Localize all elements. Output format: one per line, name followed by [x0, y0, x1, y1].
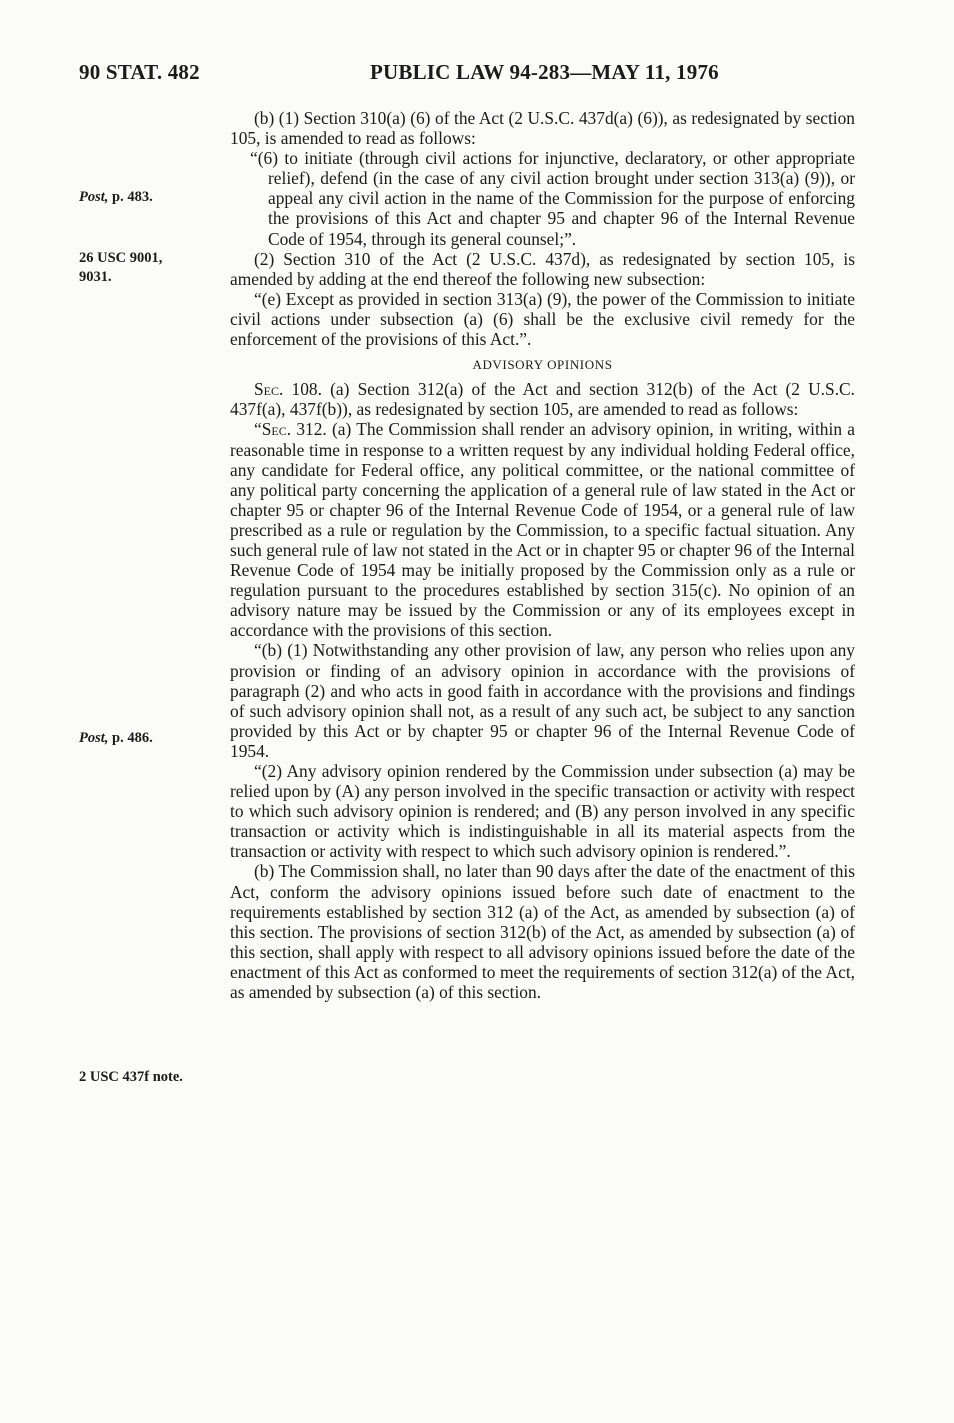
paragraph-text: 108. (a) Section 312(a) of the Act and section 312(b) of the Act (2 U.S.C. 437f(a), 437f(b)), as redesignated by section 105, are amended to read as follows:	[230, 379, 855, 420]
margin-note-line: 9031.	[79, 269, 112, 285]
margin-note-line: 26 USC 9001,	[79, 250, 163, 266]
running-header: PUBLIC LAW 94-283—MAY 11, 1976	[370, 60, 719, 84]
margin-note-usc-9001	[79, 249, 162, 287]
body-text	[230, 108, 855, 1002]
paragraph-sec-312a	[230, 419, 855, 640]
sec-abbrev: Sec.	[254, 379, 284, 400]
paragraph-quoted-6: “(6) to initiate (through civil actions for injunctive, declaratory, or other appropriate relief), defend (in the case of any civil action brought under section 313(a) (9)), or appeal any civil action in the name of the Commission for the purpose of enforcing the provisions of this Act and chapter 95 and chapter 96 of the Internal Revenue Code of 1954, through its general counsel;”.	[250, 148, 855, 249]
paragraph-b-2: “(2) Any advisory opinion rendered by the Commission under subsection (a) may be relied upon by (A) any person involved in the specific transaction or activity with respect to which such advisory opinion is rendered; and (B) any person involved in any specific transaction or activity which is indistinguishable in all its material aspects from the transaction or activity with respect to which such advisory opinion is rendered.”.	[230, 761, 855, 862]
paragraph-quoted-e: “(e) Except as provided in section 313(a) (9), the power of the Commission to initiate civil actions under subsection (a) (6) shall be the exclusive civil remedy for the enforcement of the provisions of this Act.”.	[230, 288, 855, 350]
paragraph-b-1: “(b) (1) Notwithstanding any other provision of law, any person who relies upon any provision or finding of an advisory opinion in accordance with the provisions of paragraph (2) and who acts in good faith in accordance with the provisions and findings of such advisory opinion shall not, as a result of any such act, be subject to any sanction provided by this Act or by chapter 95 or chapter 96 of the Internal Revenue Code of 1954.	[230, 640, 855, 761]
margin-note-post-483	[79, 188, 153, 207]
margin-note-text: p. 483.	[108, 189, 153, 205]
margin-note-post-486	[79, 729, 153, 748]
paragraph-text: 312. (a) The Commission shall render an advisory opinion, in writing, within a reasonable time in response to a written request by any individual holding Federal office, any candidate for Federal office, any political committee, or the national committee of any political party concerning the application of a general rule of law stated in the Act or chapter 95 or chapter 96 of the Internal Revenue Code of 1954, or a general rule of law prescribed as a rule or regulation by the Commission, to a specific factual situation. Any such general rule of law not stated in the Act or in chapter 95 or chapter 96 of the Internal Revenue Code of 1954 may be initially proposed by the Commission only as a rule or regulation pursuant to the procedures established by section 315(c). No opinion of an advisory nature may be issued by the Commission or any of its employees except in accordance with the provisions of this section.	[230, 419, 855, 641]
open-quote: “	[254, 419, 262, 440]
margin-note-italic: Post,	[79, 730, 109, 746]
margin-note-text: p. 486.	[108, 730, 153, 746]
paragraph-b1: (b) (1) Section 310(a) (6) of the Act (2 U.S.C. 437d(a) (6)), as redesignated by section 105, is amended to read as follows:	[230, 108, 855, 149]
margin-note-usc-437f	[79, 1068, 183, 1087]
paragraph-sec-108b: (b) The Commission shall, no later than 90 days after the date of the enactment of this Act, conform the advisory opinions issued before such date of enactment to the requirements established by section 312 (a) of the Act, as amended by subsection (a) of this section. The provisions of section 312(b) of the Act, as amended by subsection (a) of this section, shall apply with respect to all advisory opinions issued before the date of the enactment of this Act as conformed to meet the requirements of section 312(a) of the Act, as amended by subsection (a) of this section.	[230, 861, 855, 1003]
paragraph-2: (2) Section 310 of the Act (2 U.S.C. 437d), as redesignated by section 105, is amended by adding at the end thereof the following new subsection:	[230, 248, 855, 289]
margin-note-line: 2 USC 437f note.	[79, 1069, 183, 1085]
margin-note-italic: Post,	[79, 189, 109, 205]
paragraph-sec-108	[230, 379, 855, 419]
page-citation: 90 STAT. 482	[79, 60, 200, 84]
section-heading: ADVISORY OPINIONS	[472, 357, 613, 373]
sec-abbrev: Sec.	[261, 419, 292, 440]
